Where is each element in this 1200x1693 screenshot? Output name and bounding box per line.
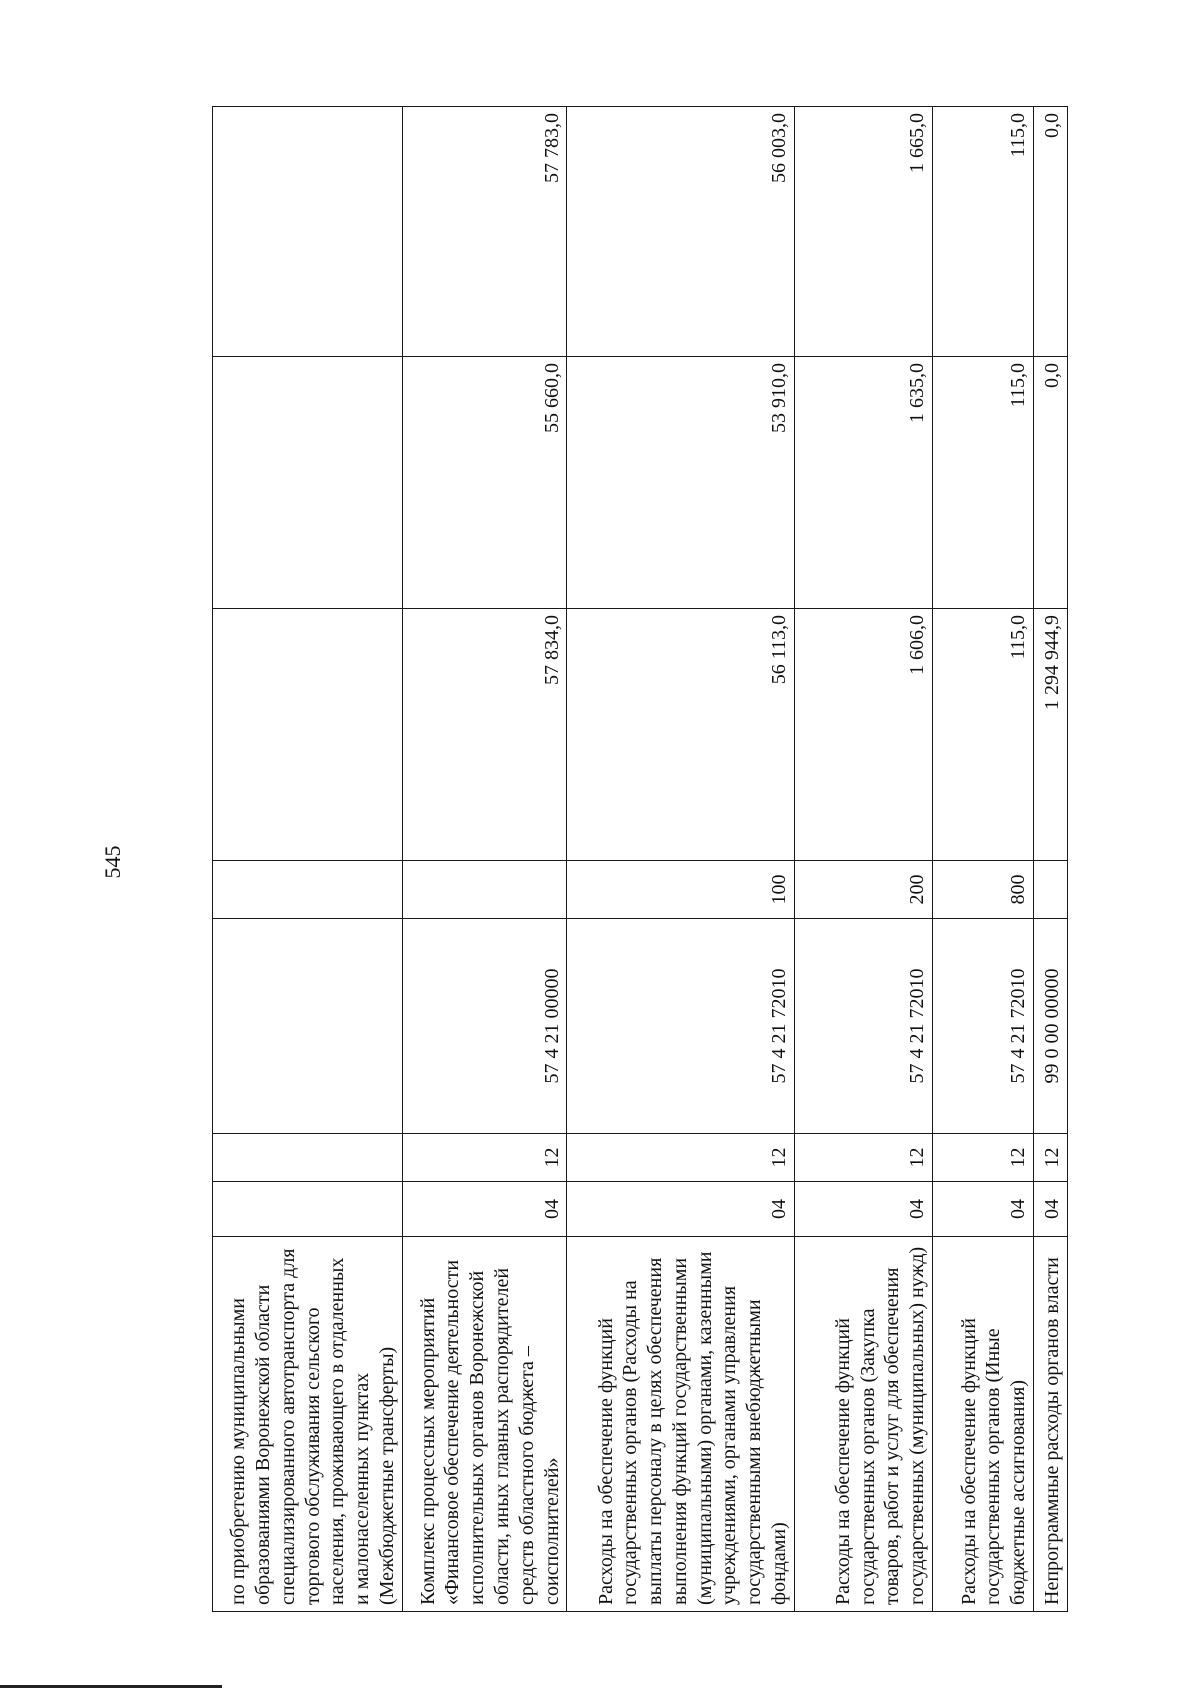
amount-year3-cell: 57 783,0 — [402, 107, 567, 357]
amount-year1-cell: 115,0 — [933, 609, 1034, 861]
amount-year1-cell: 56 113,0 — [567, 609, 794, 861]
section-code-cell: 04 — [794, 1182, 932, 1237]
amount-year2-cell: 55 660,0 — [402, 357, 567, 609]
target-article-cell — [213, 919, 403, 1134]
expense-type-cell: 200 — [794, 861, 932, 919]
expense-type-cell: 100 — [567, 861, 794, 919]
section-code-cell: 04 — [1033, 1182, 1067, 1237]
target-article-cell: 57 4 21 72010 — [794, 919, 932, 1134]
budget-table — [212, 106, 1068, 1612]
amount-year2-cell: 0,0 — [1033, 357, 1067, 609]
table-row — [1033, 107, 1067, 1612]
expense-type-cell: 800 — [933, 861, 1034, 919]
amount-year3-cell: 0,0 — [1033, 107, 1067, 357]
subsection-code-cell: 12 — [1033, 1134, 1067, 1182]
row-name-cell: Непрограммные расходы органов власти — [1033, 1237, 1067, 1612]
amount-year1-cell: 1 606,0 — [794, 609, 932, 861]
expense-type-cell — [402, 861, 567, 919]
target-article-cell: 57 4 21 72010 — [933, 919, 1034, 1134]
subsection-code-cell: 12 — [402, 1134, 567, 1182]
subsection-code-cell: 12 — [933, 1134, 1034, 1182]
subsection-code-cell: 12 — [794, 1134, 932, 1182]
subsection-code-cell: 12 — [567, 1134, 794, 1182]
section-code-cell: 04 — [402, 1182, 567, 1237]
amount-year1-cell: 57 834,0 — [402, 609, 567, 861]
amount-year3-cell: 115,0 — [933, 107, 1034, 357]
amount-year1-cell — [213, 609, 403, 861]
table-row — [567, 107, 794, 1612]
row-name-cell: Комплекс процессных мероприятий «Финансовое обеспечение деятельности исполнительных органов Воронежской области, иных главных распорядителей средств областного бюджета – соисполнителей» — [402, 1237, 567, 1612]
expense-type-cell — [213, 861, 403, 919]
table-row — [933, 107, 1034, 1612]
section-code-cell: 04 — [567, 1182, 794, 1237]
amount-year2-cell — [213, 357, 403, 609]
amount-year2-cell: 53 910,0 — [567, 357, 794, 609]
subsection-code-cell — [213, 1134, 403, 1182]
section-code-cell — [213, 1182, 403, 1237]
table-row — [794, 107, 932, 1612]
section-code-cell: 04 — [933, 1182, 1034, 1237]
amount-year3-cell: 56 003,0 — [567, 107, 794, 357]
table-row — [402, 107, 567, 1612]
row-name-cell: Расходы на обеспечение функций государственных органов (Закупка товаров, работ и услуг для обеспечения государственных (муниципальных) нужд) — [794, 1237, 932, 1612]
target-article-cell: 57 4 21 00000 — [402, 919, 567, 1134]
amount-year3-cell — [213, 107, 403, 357]
target-article-cell: 57 4 21 72010 — [567, 919, 794, 1134]
table-row — [213, 107, 403, 1612]
bottom-left-rule — [0, 1685, 222, 1688]
expense-type-cell — [1033, 861, 1067, 919]
amount-year1-cell: 1 294 944,9 — [1033, 609, 1067, 861]
row-name-cell: Расходы на обеспечение функций государственных органов (Иные бюджетные ассигнования) — [933, 1237, 1034, 1612]
row-name-cell: по приобретению муниципальными образованиями Воронежской области специализированного автотранспорта для торгового обслуживания сельского населения, проживающего в отдаленных и малонаселенных пунктах (Межбюджетные трансферты) — [213, 1237, 403, 1612]
amount-year2-cell: 115,0 — [933, 357, 1034, 609]
amount-year2-cell: 1 635,0 — [794, 357, 932, 609]
row-name-cell: Расходы на обеспечение функций государственных органов (Расходы на выплаты персоналу в целях обеспечения выполнения функций государственными (муниципальными) органами, казенными учреждениями, органами управления государственными внебюджетными фондами) — [567, 1237, 794, 1612]
target-article-cell: 99 0 00 00000 — [1033, 919, 1067, 1134]
amount-year3-cell: 1 665,0 — [794, 107, 932, 357]
page-number: 545 — [100, 845, 125, 879]
rotated-table-wrapper — [212, 107, 1068, 1612]
